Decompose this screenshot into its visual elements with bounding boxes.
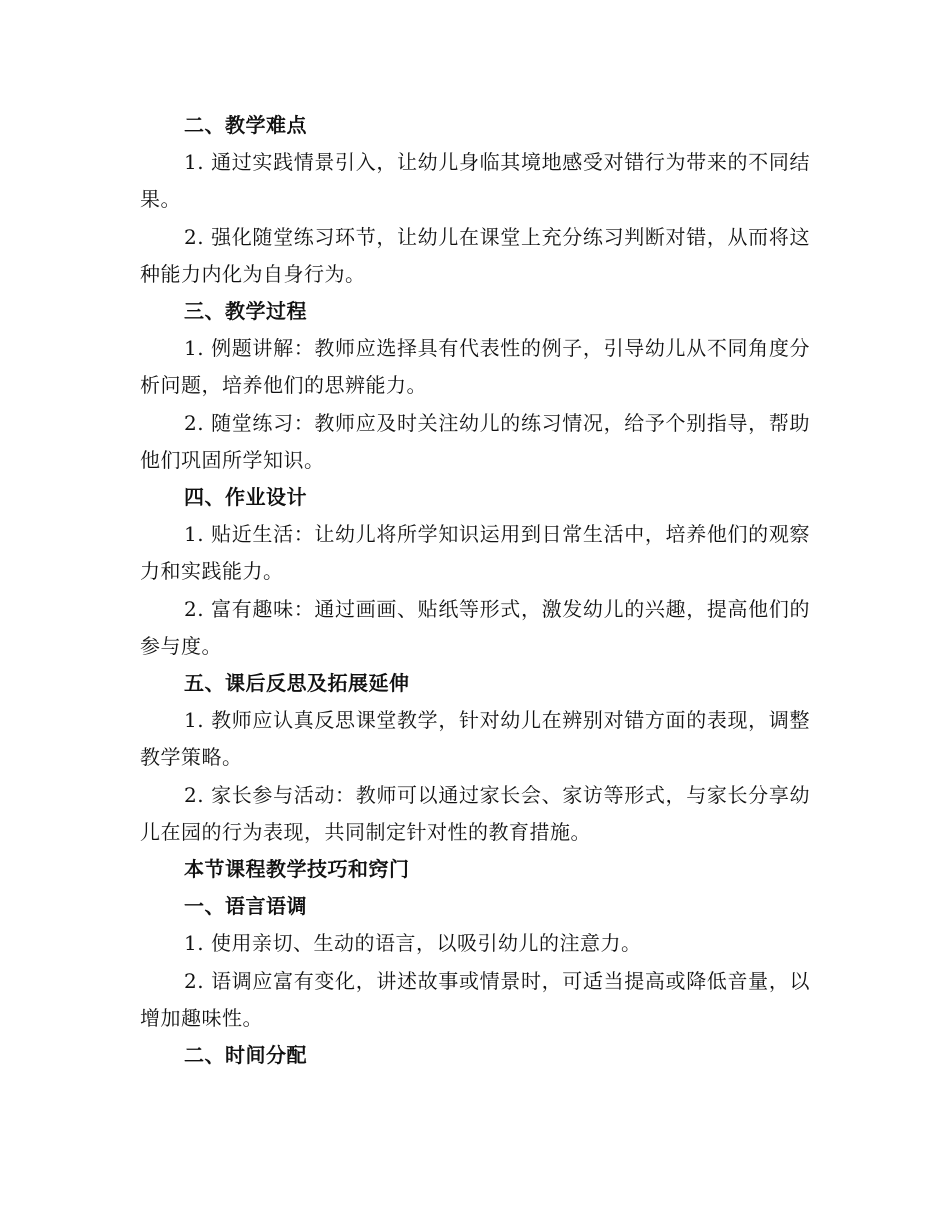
paragraph: 1. 教师应认真反思课堂教学，针对幼儿在辨别对错方面的表现，调整教学策略。	[140, 708, 810, 770]
paragraph: 2. 富有趣味：通过画画、贴纸等形式，激发幼儿的兴趣，提高他们的参与度。	[140, 596, 810, 658]
paragraph: 1. 例题讲解：教师应选择具有代表性的例子，引导幼儿从不同角度分析问题，培养他们的思辨能力。	[140, 336, 810, 398]
paragraph: 2. 语调应富有变化，讲述故事或情景时，可适当提高或降低音量，以增加趣味性。	[140, 968, 810, 1030]
paragraph: 1. 贴近生活：让幼儿将所学知识运用到日常生活中，培养他们的观察力和实践能力。	[140, 522, 810, 584]
paragraph: 1. 通过实践情景引入，让幼儿身临其境地感受对错行为带来的不同结果。	[140, 150, 810, 212]
paragraph: 2. 家长参与活动：教师可以通过家长会、家访等形式，与家长分享幼儿在园的行为表现，共同制定针对性的教育措施。	[140, 782, 810, 844]
paragraph: 1. 使用亲切、生动的语言，以吸引幼儿的注意力。	[184, 931, 642, 956]
paragraph: 2. 随堂练习：教师应及时关注幼儿的练习情况，给予个别指导，帮助他们巩固所学知识。	[140, 410, 810, 472]
section-heading: 一、语言语调	[184, 894, 307, 919]
paragraph: 2. 强化随堂练习环节，让幼儿在课堂上充分练习判断对错，从而将这种能力内化为自身行为。	[140, 224, 810, 286]
section-heading: 五、课后反思及拓展延伸	[184, 671, 410, 696]
document-body	[140, 107, 810, 1074]
section-heading: 二、时间分配	[184, 1043, 307, 1068]
section-heading: 二、教学难点	[184, 113, 307, 137]
section-heading: 本节课程教学技巧和窍门	[184, 857, 410, 882]
section-heading: 四、作业设计	[184, 485, 307, 510]
section-heading: 三、教学过程	[184, 299, 307, 324]
